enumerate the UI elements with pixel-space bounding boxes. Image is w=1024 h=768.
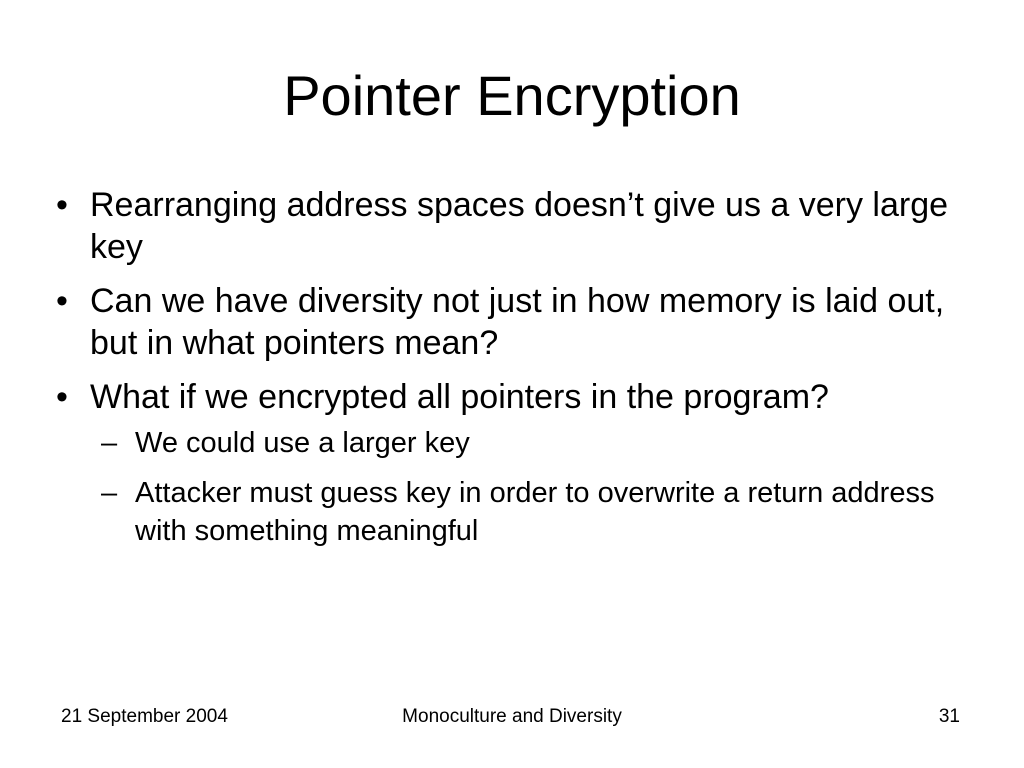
footer-date: 21 September 2004	[61, 706, 228, 727]
bullet-list	[56, 184, 956, 562]
sub-bullet-marker: –	[101, 427, 118, 459]
bullet-text: Rearranging address spaces doesn’t give us a very large key	[90, 186, 949, 266]
bullet-marker: •	[56, 378, 68, 416]
slide-number: 31	[938, 706, 960, 727]
sub-bullet-text: Attacker must guess key in order to overwrite a return address with something meaningful	[135, 477, 935, 547]
sub-bullet-text: We could use a larger key	[135, 427, 470, 459]
bullet-item	[56, 184, 956, 268]
bullet-item	[56, 376, 956, 550]
sub-bullet-item	[90, 424, 956, 462]
bullet-marker: •	[56, 186, 68, 224]
bullet-text: Can we have diversity not just in how memory is laid out, but in what pointers mean?	[90, 282, 945, 362]
bullet-item	[56, 280, 956, 364]
sub-bullet-marker: –	[101, 477, 118, 509]
bullet-text: What if we encrypted all pointers in the program?	[90, 378, 829, 416]
footer-title: Monoculture and Diversity	[402, 706, 622, 727]
slide-title: Pointer Encryption	[283, 64, 741, 127]
sub-bullet-item	[90, 474, 956, 550]
bullet-marker: •	[56, 282, 68, 320]
sub-bullet-list	[90, 424, 956, 550]
